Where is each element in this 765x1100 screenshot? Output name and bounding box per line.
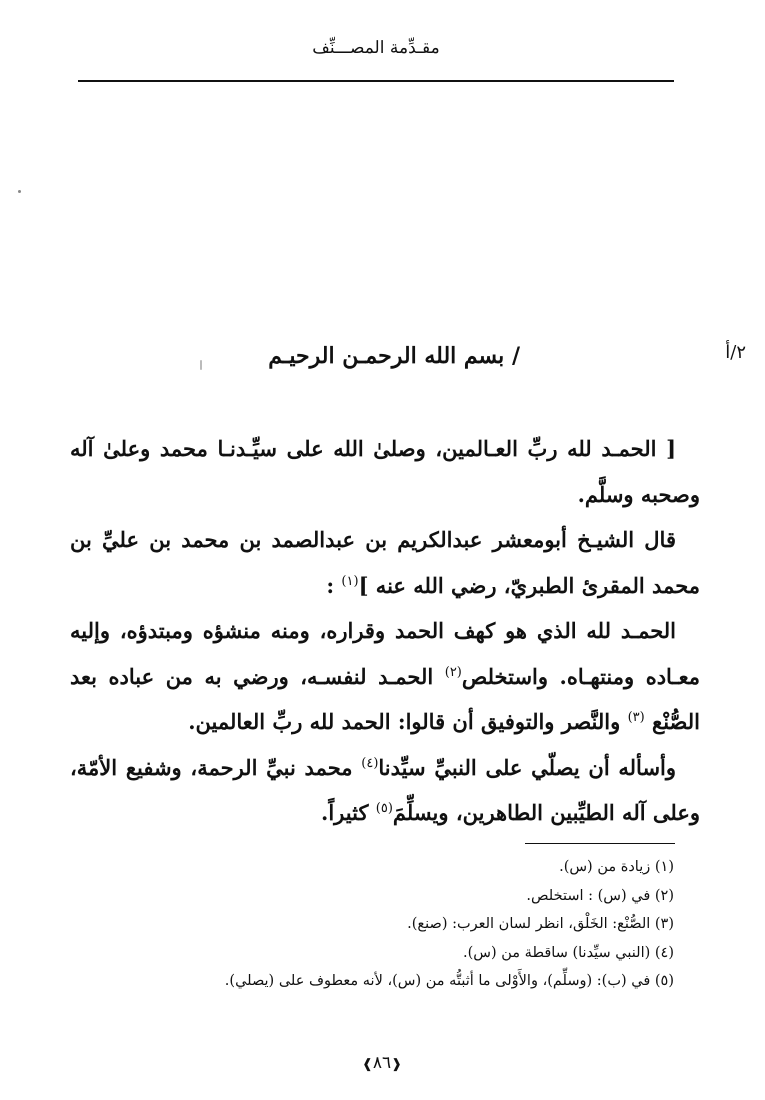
footnote-5: (٥) في (ب): (وسلِّم)، والأَوْلى ما أثبتُّه من (س)، لأنه معطوف على (يصلي). — [224, 973, 674, 989]
page-number-ornament-left-icon: ❰ — [391, 1057, 403, 1072]
footnote-separator — [525, 843, 675, 844]
scan-speck — [200, 360, 202, 370]
paragraph-4-text-a: وأسأله أن يصلّي على النبيِّ سيِّدنا — [378, 754, 677, 780]
footnote-ref-1[interactable]: (١) — [341, 573, 359, 589]
footnote-2: (٢) في (س) : استخلص. — [526, 887, 674, 904]
footnote-3: (٣) الصُّنْع: الخَلْق، انظر لسان العرب: (صنع). — [407, 916, 674, 932]
basmala-heading: / بسم الله الرحمـن الرحيـم — [268, 343, 520, 369]
paragraph-3 — [70, 608, 700, 745]
scan-speck — [18, 190, 21, 193]
footnote-ref-3[interactable]: (٣) — [627, 710, 645, 725]
footnote-4: (٤) (النبي سيِّدنا) ساقطة من (س). — [463, 944, 674, 961]
footnote-ref-5[interactable]: (٥) — [375, 801, 393, 816]
page-number-value: ٨٦ — [372, 1053, 392, 1073]
main-text — [70, 426, 700, 836]
footnotes — [80, 853, 674, 996]
margin-folio-note: ٢/أ — [725, 342, 746, 363]
paragraph-3-text-b: الحمـد لنفسـه، ورضي به من عباده بعد الصُّنْع — [70, 663, 700, 734]
paragraph-4 — [70, 745, 700, 836]
running-title: مقـدِّمة المصـــنِّف — [312, 38, 440, 58]
paragraph-3-text-c: والنَّصر والتوفيق أن قالوا: الحمد لله ربِّ العالمين. — [188, 709, 628, 734]
footnote-ref-2[interactable]: (٢) — [444, 664, 462, 680]
paragraph-2 — [70, 517, 700, 608]
paragraph-1: [ الحمـد لله ربِّ العـالمين، وصلىٰ الله على سيِّـدنـا محمد وعلىٰ آله وصحبه وسلَّم. — [70, 436, 700, 507]
paragraph-2-text: قال الشيـخ أبومعشر عبدالكريم بن عبدالصمد بن محمد بن عليِّ بن محمد المقرئ الطبريّ، رضي الله عنه ] — [70, 527, 700, 598]
paragraph-3-text-a: الحمـد لله الذي هو كهف الحمد وقراره، ومنه منشؤه ومبتدؤه، وإليه معـاده ومنتهـاه. واستخلص — [70, 618, 700, 689]
page-number-ornament-right-icon: ❱ — [361, 1057, 373, 1072]
paragraph-2-end: : — [326, 572, 342, 598]
footnote-ref-4[interactable]: (٤) — [361, 755, 379, 771]
footnote-1: (١) زيادة من (س). — [559, 859, 674, 875]
header-rule — [78, 80, 674, 82]
paragraph-4-text-b: محمد نبيِّ الرحمة، وشفيع الأمّة، وعلى آله الطيِّبين الطاهرين، ويسلِّمَ — [70, 754, 700, 825]
page-number — [332, 1053, 432, 1073]
paragraph-4-text-c: كثيراً. — [321, 800, 376, 825]
